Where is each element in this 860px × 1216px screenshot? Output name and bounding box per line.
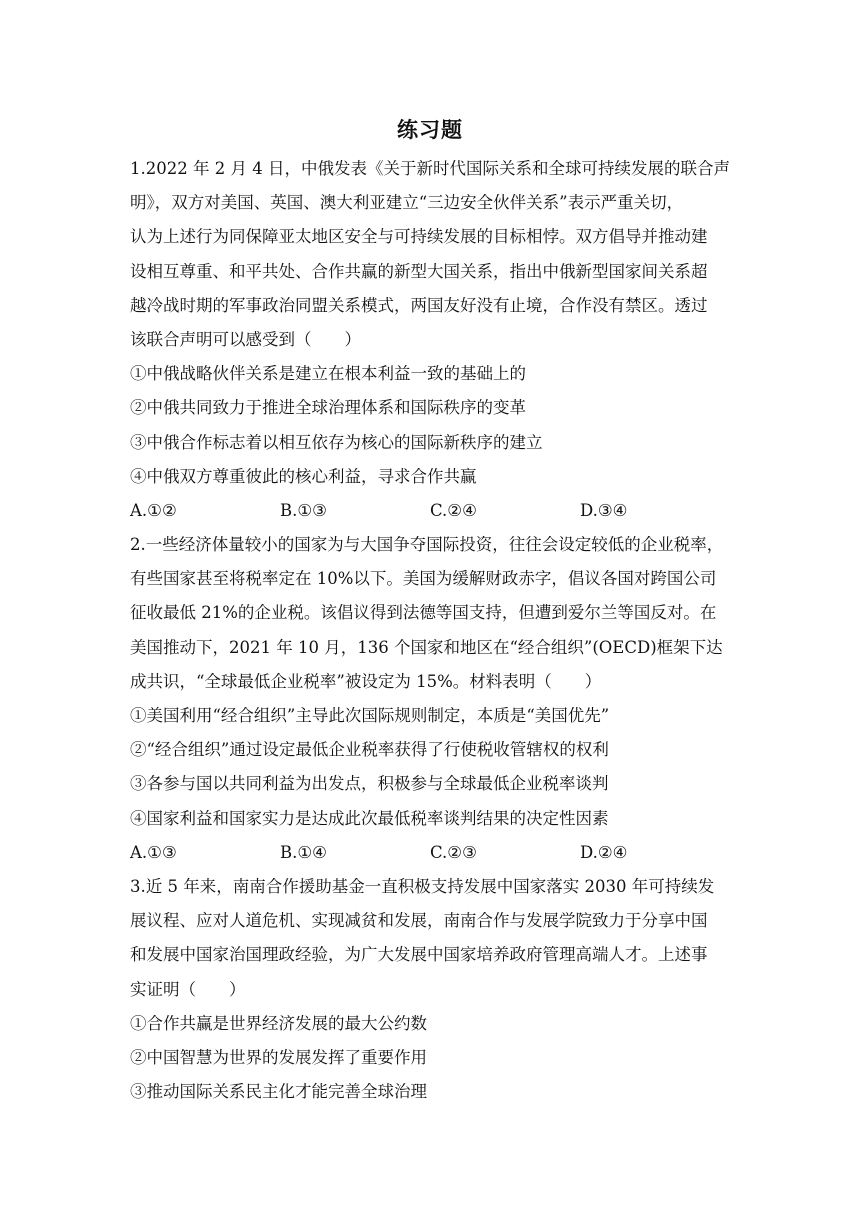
- option-b[interactable]: B.①③: [280, 500, 327, 520]
- question-1: [130, 152, 740, 528]
- question-stem-line: 美国推动下，2021 年 10 月，136 个国家和地区在“经合组织”(OECD)框架下达: [130, 637, 723, 657]
- question-stem-line: 越冷战时期的军事政治同盟关系模式，两国友好没有止境，合作没有禁区。透过: [130, 295, 708, 315]
- question-stem-line: 认为上述行为同保障亚太地区安全与可持续发展的目标相悖。双方倡导并推动建: [130, 227, 708, 247]
- answer-options: [130, 836, 740, 870]
- option-d[interactable]: D.③④: [580, 500, 628, 520]
- question-stem-line: 实证明（ ）: [130, 979, 246, 999]
- option-c[interactable]: C.②④: [430, 500, 477, 520]
- question-2: [130, 528, 740, 870]
- question-stem-line: 1.2022 年 2 月 4 日，中俄发表《关于新时代国际关系和全球可持续发展的联合声: [130, 159, 730, 178]
- question-stem-line: 展议程、应对人道危机、实现减贫和发展，南南合作与发展学院致力于分享中国: [130, 911, 708, 931]
- statement-item: ②“经合组织”通过设定最低企业税率获得了行使税收管辖权的权利: [130, 740, 609, 760]
- question-3: [130, 870, 740, 1109]
- question-stem-line: 征收最低 21%的企业税。该倡议得到法德等国支持，但遭到爱尔兰等国反对。在: [130, 603, 717, 623]
- option-d[interactable]: D.②④: [580, 842, 628, 862]
- statement-item: ③各参与国以共同利益为出发点，积极参与全球最低企业税率谈判: [130, 774, 609, 794]
- statement-item: ④中俄双方尊重彼此的核心利益，寻求合作共赢: [130, 466, 477, 486]
- question-stem-line: 2.一些经济体量较小的国家为与大国争夺国际投资，往往会设定较低的企业税率，: [130, 535, 724, 555]
- statement-item: ②中国智慧为世界的发展发挥了重要作用: [130, 1047, 427, 1067]
- question-stem-line: 成共识，“全球最低企业税率”被设定为 15%。材料表明（ ）: [130, 671, 602, 691]
- statement-item: ①美国利用“经合组织”主导此次国际规则制定，本质是“美国优先”: [130, 706, 610, 725]
- statement-item: ④国家利益和国家实力是达成此次最低税率谈判结果的决定性因素: [130, 808, 609, 828]
- page-title: 练习题: [397, 117, 463, 142]
- statement-item: ①中俄战略伙伴关系是建立在根本利益一致的基础上的: [130, 364, 526, 384]
- option-a[interactable]: A.①③: [130, 842, 177, 862]
- answer-options: [130, 494, 740, 528]
- option-c[interactable]: C.②③: [430, 842, 477, 862]
- question-stem-line: 有些国家甚至将税率定在 10%以下。美国为缓解财政赤字，倡议各国对跨国公司: [130, 569, 717, 589]
- statement-item: ③中俄合作标志着以相互依存为核心的国际新秩序的建立: [130, 432, 543, 452]
- option-a[interactable]: A.①②: [130, 500, 177, 520]
- statement-item: ③推动国际关系民主化才能完善全球治理: [130, 1082, 427, 1102]
- statement-item: ①合作共赢是世界经济发展的最大公约数: [130, 1013, 427, 1033]
- questions-container: [130, 152, 740, 1109]
- statement-item: ②中俄共同致力于推进全球治理体系和国际秩序的变革: [130, 398, 526, 418]
- question-stem-line: 该联合声明可以感受到（ ）: [130, 329, 361, 349]
- question-stem-line: 设相互尊重、和平共处、合作共赢的新型大国关系，指出中俄新型国家间关系超: [130, 261, 708, 281]
- question-stem-line: 和发展中国家治国理政经验，为广大发展中国家培养政府管理高端人才。上述事: [130, 945, 708, 965]
- question-stem-line: 明》，双方对美国、英国、澳大利亚建立“三边安全伙伴关系”表示严重关切，: [130, 193, 684, 213]
- question-stem-line: 3.近 5 年来，南南合作援助基金一直积极支持发展中国家落实 2030 年可持续发: [130, 876, 715, 896]
- option-b[interactable]: B.①④: [280, 842, 327, 862]
